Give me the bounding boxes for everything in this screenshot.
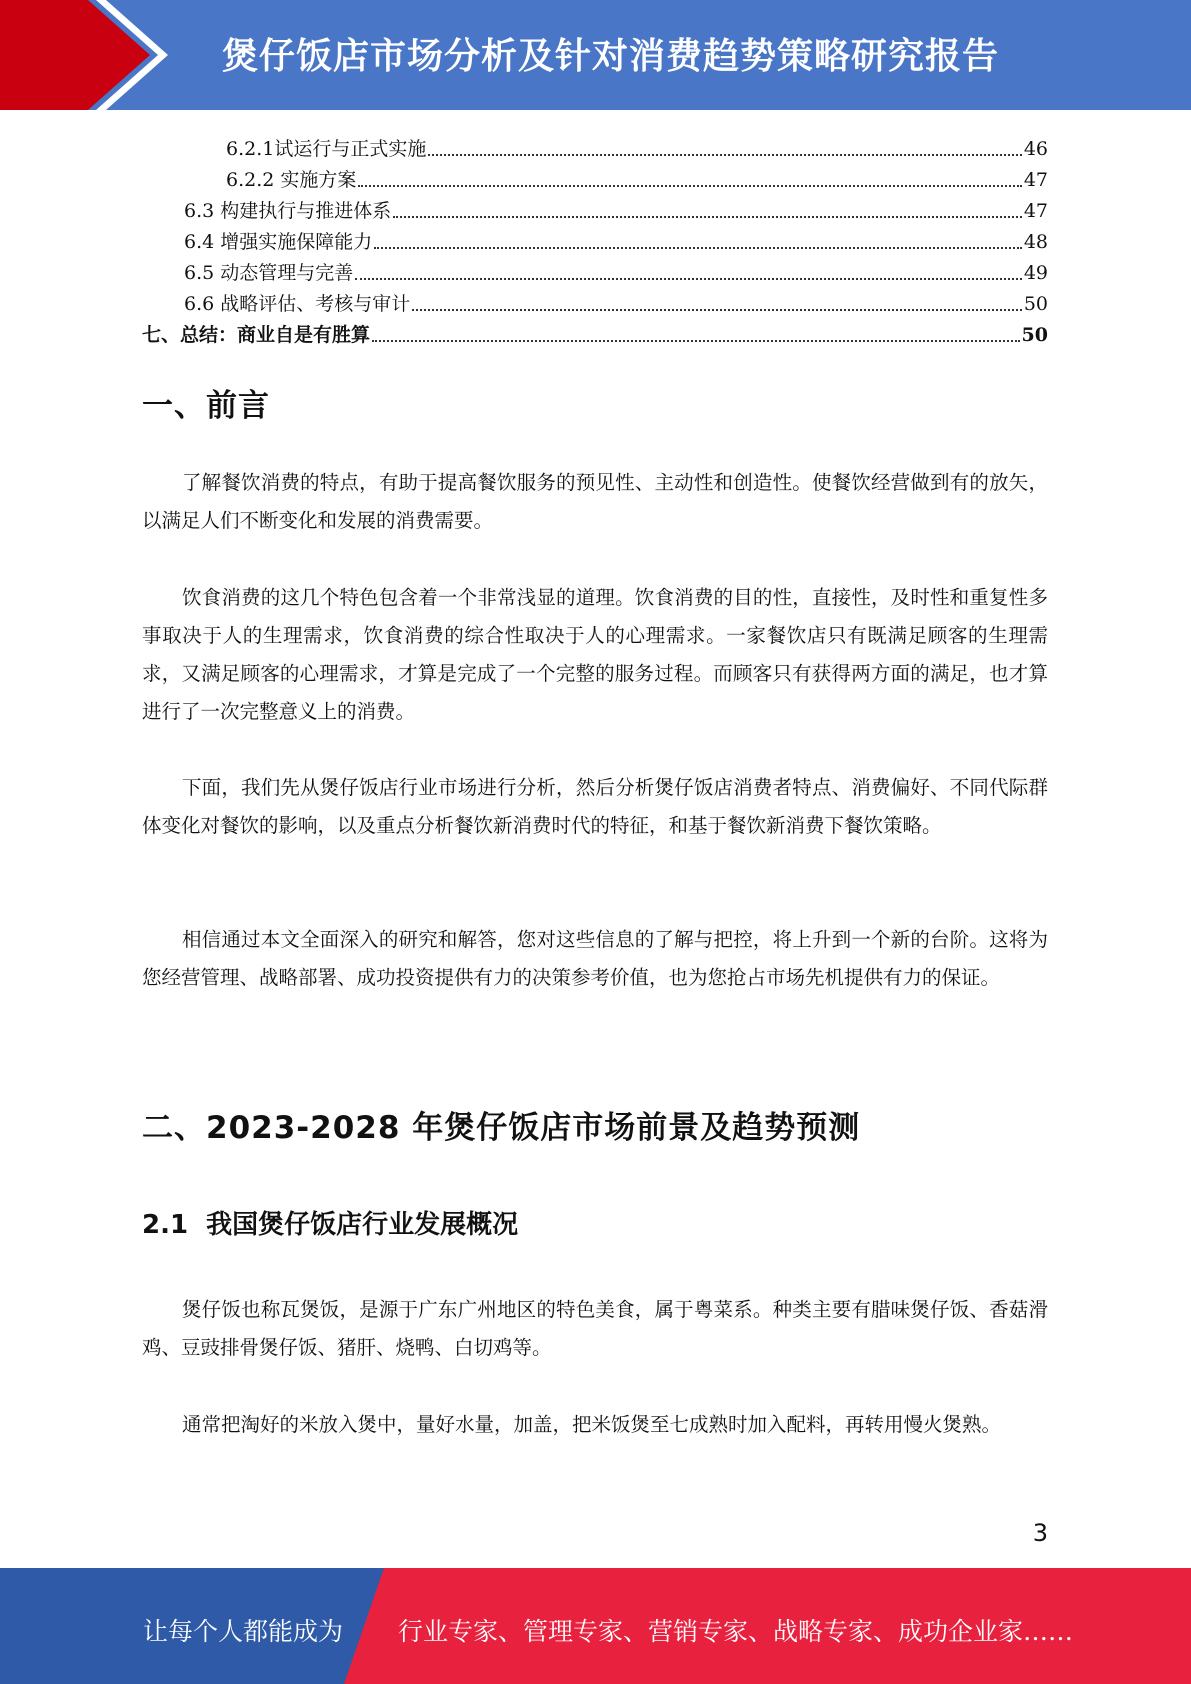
toc-dot-leader [358,184,1021,187]
footer-slogan-left: 让每个人都能成为 [143,1617,344,1646]
toc-dot-leader [355,277,1022,280]
toc-entry-page: 46 [1023,138,1048,160]
toc-entry-number: 6.2.2 [226,169,281,191]
toc-entry-page: 49 [1023,262,1048,284]
toc-entry-number: 6.5 [184,262,221,284]
body-paragraph: 下面，我们先从煲仔饭店行业市场进行分析，然后分析煲仔饭店消费者特点、消费偏好、不同代际群体变化对餐饮的影响，以及重点分析餐饮新消费时代的特征，和基于餐饮新消费下餐饮策略。 [142,776,1048,837]
toc-entry-number: 6.2.1 [226,138,275,160]
toc-entry-text: 增强实施保障能力 [220,231,373,253]
report-title: 煲仔饭店市场分析及针对消费趋势策略研究报告 [222,36,1000,77]
toc-entry-number: 6.4 [184,231,221,253]
toc-entry[interactable] [142,130,1048,161]
toc-entry-page: 50 [1021,324,1048,346]
toc-dot-leader [374,246,1022,249]
footer-slogan-right: 行业专家、管理专家、营销专家、战略专家、成功企业家…… [398,1617,1074,1646]
body-paragraph: 相信通过本文全面深入的研究和解答，您对这些信息的了解与把控，将上升到一个新的台阶。这将为您经营管理、战略部署、成功投资提供有力的决策参考价值，也为您抢占市场先机提供有力的保证。 [142,928,1048,989]
toc-entry-page: 47 [1023,169,1048,191]
page-footer [0,1568,1191,1684]
toc-dot-leader [372,339,1020,342]
toc-entry[interactable] [142,285,1048,316]
toc-entry-text: 试运行与正式实施 [274,138,427,160]
body-paragraph: 煲仔饭也称瓦煲饭，是源于广东广州地区的特色美食，属于粤菜系。种类主要有腊味煲仔饭、香菇滑鸡、豆豉排骨煲仔饭、猪肝、烧鸭、白切鸡等。 [142,1298,1048,1359]
section-heading-preface: 一、前言 [142,388,270,424]
toc-dot-leader [428,153,1021,156]
toc-entry-text: 实施方案 [280,169,357,191]
body-paragraph: 了解餐饮消费的特点，有助于提高餐饮服务的预见性、主动性和创造性。使餐饮经营做到有的放矢，以满足人们不断变化和发展的消费需要。 [142,471,1048,532]
toc-dot-leader [393,215,1022,218]
toc-entry-text: 动态管理与完善 [220,262,354,284]
toc-entry[interactable] [142,223,1048,254]
toc-entry-number: 6.6 [184,293,221,315]
toc-entry[interactable] [142,192,1048,223]
subsection-heading-industry-overview: 2.1 我国煲仔饭店行业发展概况 [142,1210,519,1240]
toc-dot-leader [412,308,1022,311]
toc-entry[interactable] [142,254,1048,285]
toc-entry-number: 6.3 [184,200,221,222]
toc-entry[interactable] [142,161,1048,192]
body-paragraph: 通常把淘好的米放入煲中，量好水量，加盖，把米饭煲至七成熟时加入配料，再转用慢火煲熟。 [182,1413,1002,1436]
toc-entry-text: 构建执行与推进体系 [220,200,392,222]
toc-entry-page: 47 [1023,200,1048,222]
toc-entry-text: 总结：商业自是有胜算 [180,324,371,346]
section-heading-market-outlook: 二、2023-2028 年煲仔饭店市场前景及趋势预测 [142,1110,861,1146]
page-header [0,0,1191,110]
toc-entry-page: 48 [1023,231,1048,253]
toc-entry[interactable] [142,316,1048,347]
toc-entry-page: 50 [1023,293,1048,315]
table-of-contents [142,130,1048,347]
toc-entry-number: 七、 [142,324,181,346]
toc-entry-text: 战略评估、考核与审计 [220,293,411,315]
body-paragraph: 饮食消费的这几个特色包含着一个非常浅显的道理。饮食消费的目的性，直接性，及时性和重复性多事取决于人的生理需求，饮食消费的综合性取决于人的心理需求。一家餐饮店只有既满足顾客的生理需求，又满足顾客的心理需求，才算是完成了一个完整的服务过程。而顾客只有获得两方面的满足，也才算进行了一次完整意义上的消费。 [142,586,1048,723]
page-number: 3 [1032,1519,1048,1547]
